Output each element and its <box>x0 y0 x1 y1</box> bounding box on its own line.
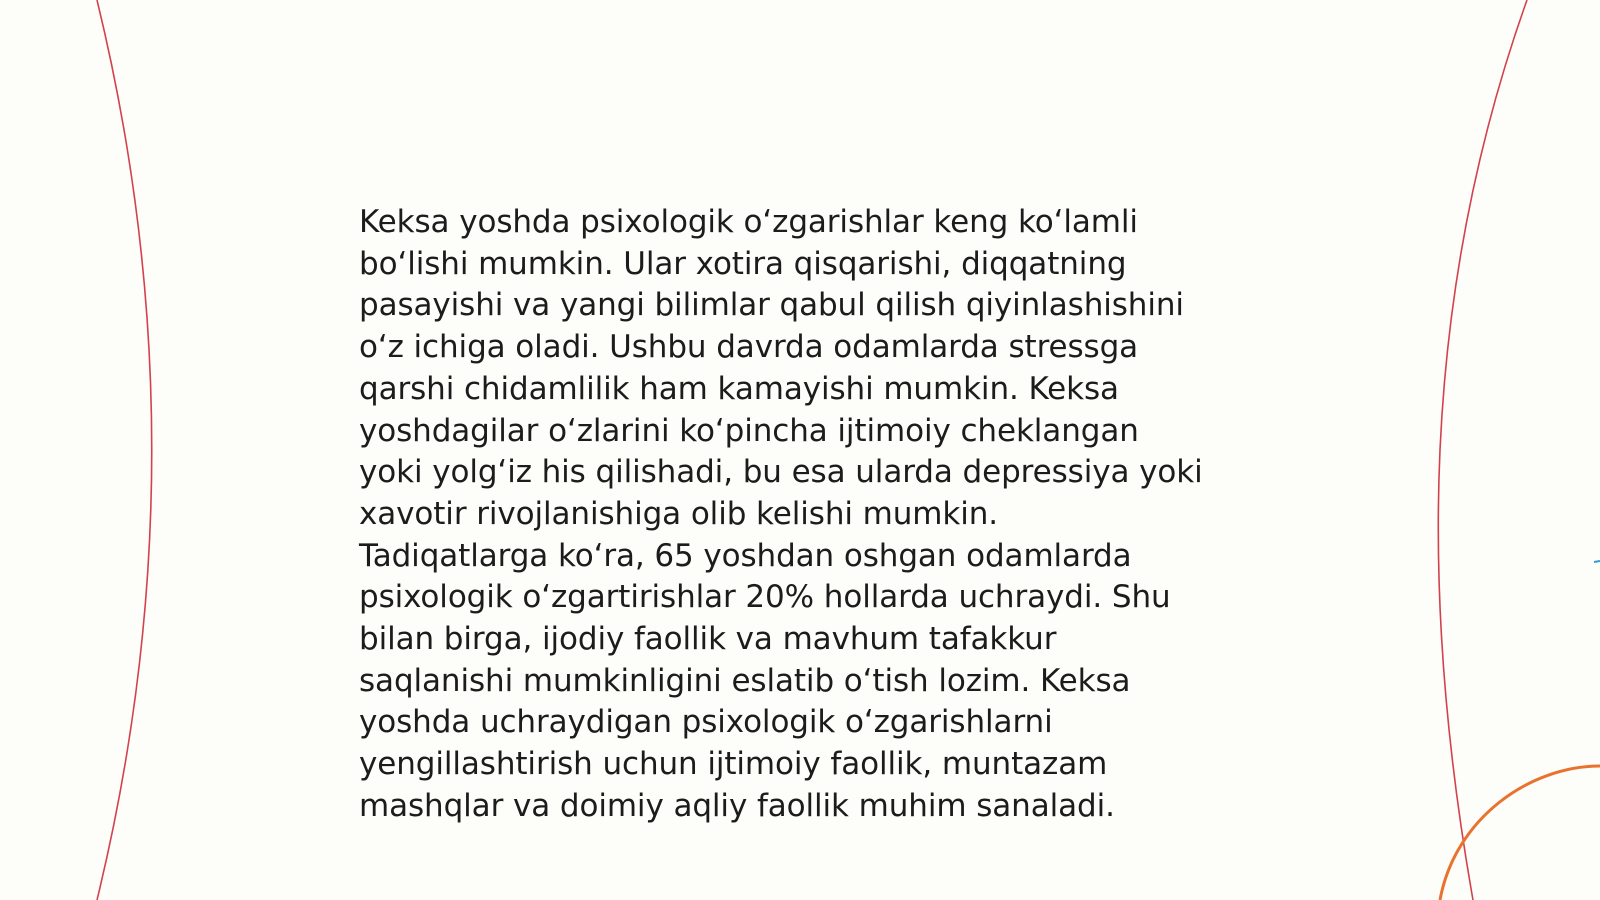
orange-arc <box>1440 766 1600 900</box>
body-line: bilan birga, ijodiy faollik va mavhum tafakkur <box>359 621 1057 658</box>
body-line: Tadiqatlarga koʻra, 65 yoshdan oshgan odamlarda <box>359 537 1132 574</box>
body-line: qarshi chidamlilik ham kamayishi mumkin. Keksa <box>359 370 1119 407</box>
body-line: mashqlar va doimiy aqliy faollik muhim sanaladi. <box>359 787 1115 824</box>
body-line: yengillashtirish uchun ijtimoiy faollik, muntazam <box>359 746 1108 783</box>
right-red-curve <box>1438 0 1527 900</box>
body-line: xavotir rivojlanishiga olib kelishi mumkin. <box>359 495 999 532</box>
body-line: yoshda uchraydigan psixologik oʻzgarishlarni <box>359 704 1053 741</box>
body-line: saqlanishi mumkinligini eslatib oʻtish lozim. Keksa <box>359 662 1131 699</box>
body-line: pasayishi va yangi bilimlar qabul qilish qiyinlashishini <box>359 287 1184 324</box>
slide-body-text <box>359 202 1244 828</box>
body-line: yoki yolgʻiz his qilishadi, bu esa ularda depressiya yoki <box>359 454 1203 491</box>
body-line: psixologik oʻzgartirishlar 20% hollarda uchraydi. Shu <box>359 579 1171 616</box>
body-line: boʻlishi mumkin. Ular xotira qisqarishi, diqqatning <box>359 245 1127 282</box>
blue-accent-mark <box>1594 561 1600 562</box>
left-red-curve <box>97 0 152 900</box>
body-line: yoshdagilar oʻzlarini koʻpincha ijtimoiy cheklangan <box>359 412 1139 449</box>
body-line: oʻz ichiga oladi. Ushbu davrda odamlarda stressga <box>359 329 1139 366</box>
body-line: Keksa yoshda psixologik oʻzgarishlar keng koʻlamli <box>359 204 1138 240</box>
